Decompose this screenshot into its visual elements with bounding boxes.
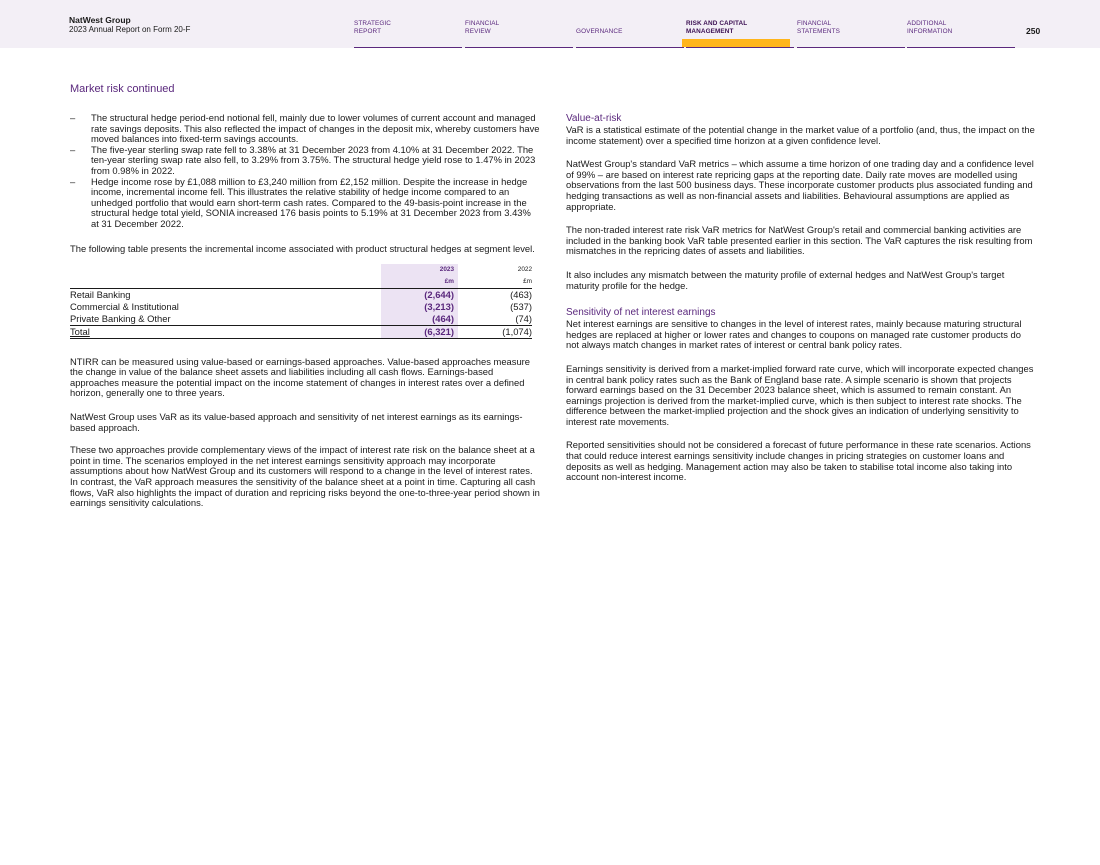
nav-financial-review[interactable] xyxy=(465,20,573,48)
active-section-indicator xyxy=(682,39,790,47)
paragraph: Net interest earnings are sensitive to changes in the level of interest rates, mainly because maturing structural hedges are replaced at higher or lower rates and changes to coupons on managed rate customer products do not always match changes in market rates of interest or central bank policy rates. xyxy=(566,318,1022,351)
bullet-text: The five-year sterling swap rate fell to 3.38% at 31 December 2023 from 4.10% at 31 December 2022. The ten-year sterling swap rate also fell, to 3.29% from 3.75%. The structural hedge yield rose to 1.47% in 2023 from 0.98% in 2022. xyxy=(91,143,536,176)
total-label: Total xyxy=(70,325,381,338)
dash-marker: – xyxy=(70,112,76,123)
nav-label-line2: REPORT xyxy=(354,27,382,35)
header-spacer xyxy=(70,264,381,276)
nav-financial-statements[interactable] xyxy=(797,20,905,48)
brand-name: NatWest Group xyxy=(69,15,131,25)
nav-label-line1: ADDITIONAL xyxy=(907,20,947,27)
value-2022: (537) xyxy=(510,300,532,312)
table-row xyxy=(70,313,532,326)
list-item xyxy=(70,177,540,230)
value-2023: (3,213) xyxy=(381,301,458,313)
nav-label-line2: REVIEW xyxy=(465,27,491,35)
value-2023: (2,644) xyxy=(381,288,458,301)
left-column xyxy=(70,82,540,509)
bullet-text: Hedge income rose by £1,088 million to £3,240 million from £2,152 million. Despite the increase in hedge income, incremental income fell. This illustrates the relative stability of hedge income compared to an unhedged portfolio that would earn short-term cash rates. Compared to the 49-basis-point increase in the structural hedge total yield, SONIA increased 176 basis points to 5.19% at 31 December 2023 from 3.43% at 31 December 2022. xyxy=(91,175,531,229)
row-label: Commercial & Institutional xyxy=(70,300,179,312)
paragraph: These two approaches provide complementary views of the impact of interest rate risk on the balance sheet at a point in time. The scenarios employed in the net interest earnings sensitivity approach may incorporate assumptions about how NatWest Group and its customers will respond to a change in the level of interest rates. In contrast, the VaR approach measures the sensitivity of the balance sheet at a point in time. Capturing all cash flows, VaR also highlights the impact of duration and repricing risks beyond the one-to-three-year period shown in earnings sensitivity calculations. xyxy=(70,444,540,509)
page-header xyxy=(0,0,1100,48)
bullet-text: The structural hedge period-end notional fell, mainly due to lower volumes of current account and managed rate savings deposits. This also reflected the impact of changes in the deposit mix, whereby customers have moved balances into fixed-term savings accounts. xyxy=(91,112,540,145)
nav-label-line1: STRATEGIC xyxy=(354,20,391,27)
nav-additional-information[interactable] xyxy=(907,20,1015,48)
page-number: 250 xyxy=(1026,26,1041,36)
sensitivity-heading: Sensitivity of net interest earnings xyxy=(566,307,716,319)
nav-label-line1: FINANCIAL xyxy=(797,20,832,27)
col-header-2023-year: 2023 xyxy=(381,264,458,276)
value-2023: (464) xyxy=(381,313,458,326)
structural-hedge-income-table xyxy=(70,264,532,339)
paragraph: NatWest Group's standard VaR metrics – which assume a time horizon of one trading day and a confidence level of 99% – are based on interest rate repricing gaps at the reporting date. Daily rate moves are modelled using observations from the last 500 business days. These incorporate customer products plus associated funding and hedging transactions as well as non-financial assets and liabilities. Behavioural assumptions are applied as appropriate. xyxy=(566,158,1034,212)
table-row xyxy=(70,288,532,301)
paragraph: The non-traded interest rate risk VaR metrics for NatWest Group's retail and commercial banking activities are included in the banking book VaR table presented earlier in this section. The VaR captures the risk resulting from mismatches in the repricing dates of assets and liabilities. xyxy=(566,224,1033,257)
nav-governance[interactable] xyxy=(576,20,684,48)
header-spacer xyxy=(70,276,381,288)
right-column xyxy=(566,113,1036,483)
list-item xyxy=(70,113,540,145)
total-2023: (6,321) xyxy=(381,325,458,338)
report-brand xyxy=(69,15,190,35)
nav-label-line1: RISK AND CAPITAL xyxy=(686,20,748,27)
table-header-row xyxy=(70,276,532,288)
list-item xyxy=(70,145,540,177)
nav-label-line2: INFORMATION xyxy=(907,27,953,35)
paragraph: Earnings sensitivity is derived from a market-implied forward rate curve, which will incorporate expected changes in central bank policy rates such as the Bank of England base rate. A simple scenario is shown that projects forward earnings based on the 31 December 2023 balance sheet, which is assumed to remain constant. An earnings projection is derived from the market-implied curve, which is then subject to interest rate shocks. The difference between the market-implied projection and the shock gives an indication of underlying sensitivity to interest rate movements. xyxy=(566,362,1034,427)
paragraph: VaR is a statistical estimate of the potential change in the market value of a portfolio (and, thus, the impact on the income statement) over a specified time horizon at a given confidence level. xyxy=(566,124,1035,146)
col-header-2022-unit: £m xyxy=(523,277,532,285)
bullet-list xyxy=(70,113,540,230)
row-label: Retail Banking xyxy=(70,288,381,301)
nav-label-line2: GOVERNANCE xyxy=(576,27,623,35)
var-heading: Value-at-risk xyxy=(566,113,622,124)
value-2022: (463) xyxy=(458,288,532,301)
value-2022: (74) xyxy=(515,312,532,324)
table-intro: The following table presents the incremental income associated with product structural hedges at segment level. xyxy=(70,242,535,254)
report-subtitle: 2023 Annual Report on Form 20-F xyxy=(69,25,191,34)
nav-label-line2: STATEMENTS xyxy=(797,27,841,35)
table-header-row xyxy=(70,264,532,276)
row-label: Private Banking & Other xyxy=(70,312,171,324)
col-header-2022-year: 2022 xyxy=(517,266,532,274)
total-2022: (1,074) xyxy=(458,325,532,338)
section-title: Market risk continued xyxy=(70,83,175,95)
dash-marker: – xyxy=(70,175,76,187)
paragraph: It also includes any mismatch between the maturity profile of external hedges and NatWest Group's target maturity profile for the hedge. xyxy=(566,268,1005,291)
paragraph: NatWest Group uses VaR as its value-based approach and sensitivity of net interest earnings as its earnings-based approach. xyxy=(70,411,523,433)
nav-label-line1: FINANCIAL xyxy=(465,20,500,27)
paragraph: NTIRR can be measured using value-based or earnings-based approaches. Value-based approaches measure the change in value of the balance sheet assets and liabilities including all cash flows. Earnings-based approaches measure the potential impact on the income statement of changes in interest rates over a defined horizon, generally one to three years. xyxy=(70,355,530,399)
paragraph: Reported sensitivities should not be considered a forecast of future performance in these rate scenarios. Actions that could reduce interest earnings sensitivity include changes in pricing strategies on customer loans and deposits as well as hedging. Management action may also be taken to stabilise total income also taking into account non-interest income. xyxy=(566,439,1031,483)
dash-marker: – xyxy=(70,143,76,155)
col-header-2023-unit: £m xyxy=(381,276,458,288)
table-total-row xyxy=(70,325,532,338)
table-row xyxy=(70,301,532,313)
nav-strategic-report[interactable] xyxy=(354,20,462,48)
nav-label-line2: MANAGEMENT xyxy=(686,27,734,35)
